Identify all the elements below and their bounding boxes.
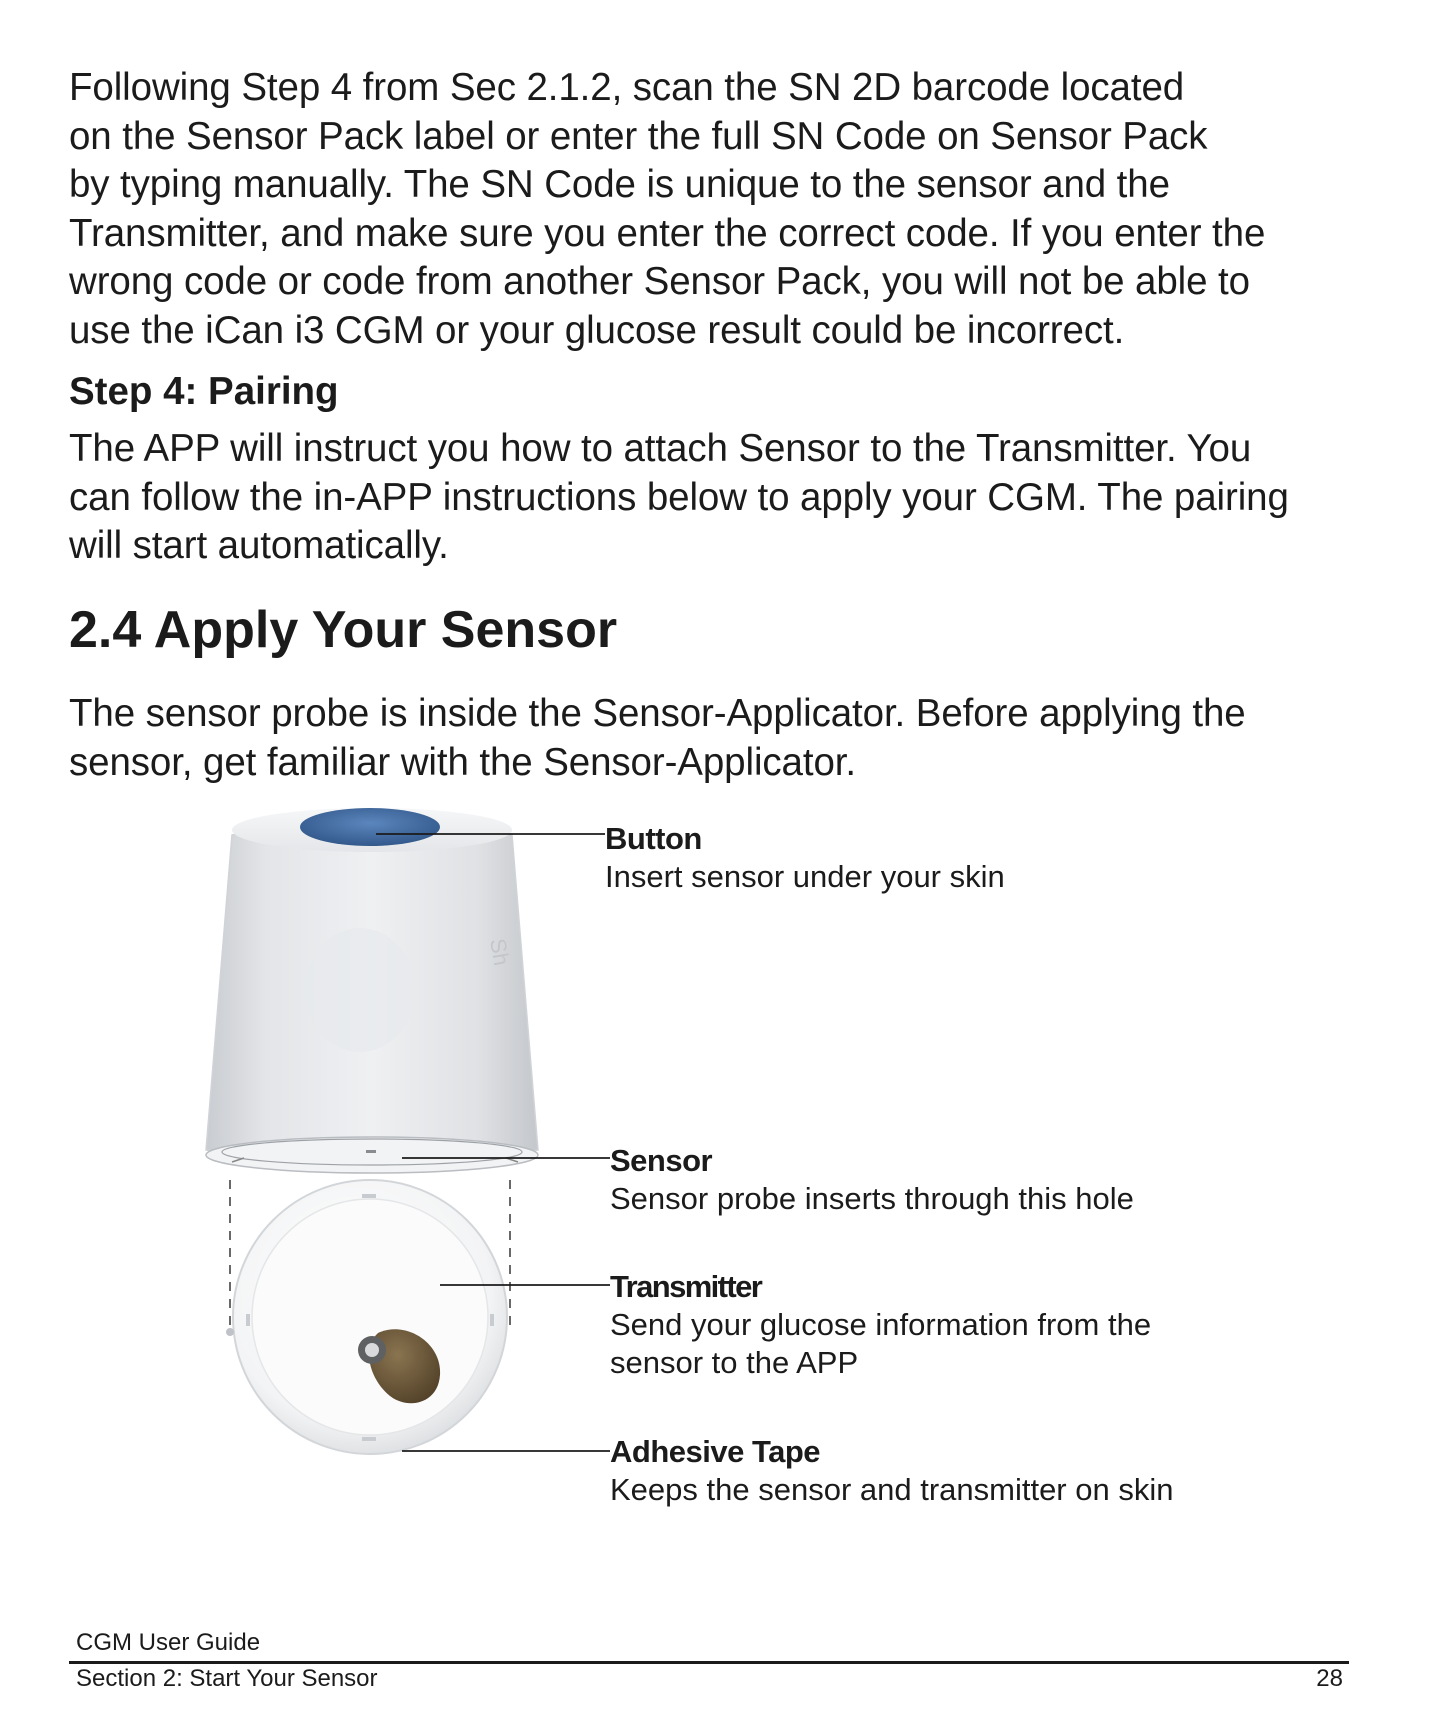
text-line: will start automatically. bbox=[69, 524, 449, 567]
intro-paragraph bbox=[69, 64, 1389, 355]
button-callout bbox=[605, 820, 1005, 896]
footer-section-title: Section 2: Start Your Sensor bbox=[76, 1665, 378, 1692]
pairing-paragraph bbox=[69, 425, 1389, 571]
text-line: The APP will instruct you how to attach Sensor to the Transmitter. You bbox=[69, 427, 1252, 470]
section-heading: 2.4 Apply Your Sensor bbox=[69, 601, 618, 659]
sensor-callout bbox=[610, 1142, 1134, 1218]
callout-title: Adhesive Tape bbox=[610, 1434, 821, 1469]
callout-description: Sensor probe inserts through this hole bbox=[610, 1181, 1134, 1216]
footer-guide-title: CGM User Guide bbox=[76, 1629, 261, 1656]
text-line: Transmitter, and make sure you enter the correct code. If you enter the bbox=[69, 211, 1266, 255]
text-line: sensor, get familiar with the Sensor-Applicator. bbox=[69, 740, 856, 784]
text-line: wrong code or code from another Sensor Pack, you will not be able to bbox=[69, 260, 1250, 303]
text-line: by typing manually. The SN Code is unique to the sensor and the bbox=[69, 163, 1170, 206]
applicator-body bbox=[206, 808, 538, 1173]
adhesive-tape bbox=[226, 1180, 507, 1454]
text-line: can follow the in-APP instructions below to apply your CGM. The pairing bbox=[69, 475, 1289, 519]
page-number: 28 bbox=[1316, 1665, 1343, 1692]
text-line: use the iCan i3 CGM or your glucose result could be incorrect. bbox=[69, 308, 1125, 352]
step-4-heading: Step 4: Pairing bbox=[69, 370, 339, 413]
transmitter-callout bbox=[610, 1268, 1151, 1382]
adhesive-tape-callout bbox=[610, 1433, 1173, 1509]
callout-title: Button bbox=[605, 821, 702, 856]
callout-description: Keeps the sensor and transmitter on skin bbox=[610, 1472, 1174, 1507]
section-paragraph bbox=[69, 690, 1389, 787]
callout-title: Transmitter bbox=[610, 1269, 762, 1304]
text-line: The sensor probe is inside the Sensor-Applicator. Before applying the bbox=[69, 692, 1246, 735]
footer-divider bbox=[69, 1661, 1349, 1664]
text-line: Following Step 4 from Sec 2.1.2, scan the SN 2D barcode located bbox=[69, 66, 1185, 109]
callout-title: Sensor bbox=[610, 1143, 713, 1178]
button-icon bbox=[300, 808, 440, 846]
svg-text:Sh: Sh bbox=[485, 936, 515, 968]
callout-description: Insert sensor under your skin bbox=[605, 859, 1005, 894]
callout-description: sensor to the APP bbox=[610, 1345, 859, 1380]
sensor-applicator-figure bbox=[0, 790, 1439, 1530]
callout-description: Send your glucose information from the bbox=[610, 1307, 1152, 1342]
text-line: on the Sensor Pack label or enter the full SN Code on Sensor Pack bbox=[69, 114, 1208, 158]
